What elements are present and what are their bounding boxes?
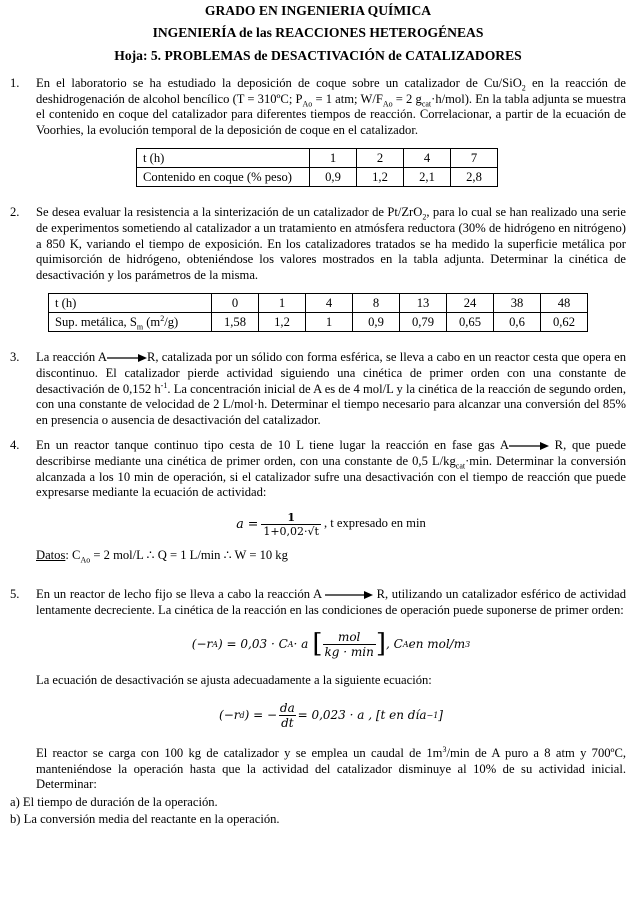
- subscript: cat: [421, 99, 432, 109]
- problem-number: 1.: [10, 76, 20, 90]
- table-cell: 8: [353, 294, 400, 313]
- table-cell: 1,2: [357, 168, 404, 187]
- table-cell: 1: [306, 313, 353, 332]
- table-cell: 0,9: [310, 168, 357, 187]
- reaction-arrow-icon: [107, 353, 147, 363]
- rate-equation: (−r A ) = 0,03 · C A · a [ mol kg · min ] , C A en mol/m 3: [191, 629, 471, 660]
- deactivation-intro: La ecuación de desactivación se ajusta adecuadamente a la siguiente ecuación:: [36, 673, 432, 688]
- subscript: cat: [455, 461, 466, 471]
- fraction-denominator: kg · min: [324, 645, 374, 660]
- data-line: [36, 548, 626, 564]
- equation-note: , t expresado en min: [323, 516, 426, 531]
- metal-surface-table: [48, 293, 588, 332]
- text-span: En el laboratorio se ha estudiado la deposición de coque sobre un catalizador de Cu/SiO: [36, 76, 522, 90]
- table-cell: 2,8: [451, 168, 498, 187]
- question-a: a) El tiempo de duración de la operación.: [10, 794, 218, 809]
- text-span: , para lo cual se han realizado una serie de experimentos sometiendo al catalizador a un tratamiento en atmósfera reductora (30% de hidrógeno en nitrógeno) a 850 K, variando el tiempo de exposición. En los catalizadores tratados se ha medido la superficie metálica por quimisorción de hidrógeno, obteniéndose los valores mostrados en la tabla adjunta. Determinar la cinética de desactivación y los parámetros de la misma.: [36, 205, 626, 282]
- left-bracket: [: [312, 629, 323, 660]
- text-span: en la reacción de deshidrogenación de alcohol bencílico (T = 310ºC; P: [36, 76, 626, 106]
- fraction-denominator: 1+0,02·√t: [263, 524, 319, 538]
- problem-text: [36, 350, 626, 428]
- problem-text: [36, 438, 626, 577]
- table-cell: 4: [306, 294, 353, 313]
- text-span: /min de A puro a 8 atm y 700ºC, manteniéndose la operación hasta que la actividad del catalizador disminuye al 10% de su actividad inicial. Determinar:: [36, 746, 627, 792]
- table-row: [137, 149, 498, 168]
- subscript: Ao: [302, 99, 313, 109]
- table-cell: 7: [451, 149, 498, 168]
- deactivation-equation: (−r d ) = − $\frac{da}{dt}$ = 0,023 · a , [t en día −1 ]: [219, 701, 443, 731]
- table-cell: 4: [404, 149, 451, 168]
- text-span: (−r: [219, 707, 240, 722]
- table-cell: 48: [541, 294, 588, 313]
- table-cell: 0: [212, 294, 259, 313]
- problem-text: [10, 587, 627, 828]
- problem-3: [10, 350, 626, 428]
- subscript: Ao: [382, 99, 393, 109]
- text-span: ) = −: [244, 707, 278, 722]
- problem-text: [36, 205, 626, 340]
- coke-content-table: [136, 148, 498, 187]
- problem-2: [10, 205, 626, 340]
- fraction: [261, 511, 321, 538]
- text-span: = 2 g: [392, 91, 422, 106]
- table-cell: 0,62: [541, 313, 588, 332]
- right-bracket: ]: [375, 629, 386, 660]
- problem-number: 4.: [10, 438, 20, 453]
- problem-1: [10, 76, 626, 195]
- table-cell: 1,58: [212, 313, 259, 332]
- row-header: t (h): [137, 149, 310, 168]
- table-cell: 13: [400, 294, 447, 313]
- table-cell: 0,9: [353, 313, 400, 332]
- row-header: t (h): [49, 294, 212, 313]
- table-row: [49, 313, 588, 332]
- table-cell: 38: [494, 294, 541, 313]
- activity-equation: [36, 511, 626, 538]
- text-span: La reacción A: [36, 350, 107, 365]
- equation-lhs: a =: [236, 516, 259, 532]
- fraction-denominator: dt: [281, 716, 294, 731]
- reaction-arrow-icon: [509, 441, 549, 451]
- page: [0, 2, 634, 906]
- problem-number: 5.: [10, 587, 20, 602]
- text-span: R, utilizando un catalizador esférico de actividad lentamente decreciente. La cinética de la reacción en las condiciones de operación puede suponerse de primer orden:: [36, 587, 626, 617]
- text-span: en mol/m: [408, 637, 466, 652]
- subscript: 2: [422, 212, 427, 222]
- superscript: 2: [160, 313, 165, 323]
- table-cell: 1: [310, 149, 357, 168]
- row-header: Contenido en coque (% peso): [137, 168, 310, 187]
- derivative-fraction: [279, 701, 296, 730]
- table-cell: 1,2: [259, 313, 306, 332]
- table-row: [49, 294, 588, 313]
- text-span: = 0,023 · a , [t en día: [297, 707, 427, 722]
- unit-fraction: [323, 630, 376, 659]
- subscript: 2: [521, 83, 526, 93]
- header-sheet-title: Hoja: 5. PROBLEMAS de DESACTIVACIÓN de CATALIZADORES: [114, 48, 522, 63]
- question-b: b) La conversión media del reactante en la operación.: [10, 812, 280, 827]
- row-header: [49, 313, 212, 332]
- table-cell: 0,6: [494, 313, 541, 332]
- table-cell: 2,1: [404, 168, 451, 187]
- data-label: Datos: [36, 547, 66, 562]
- subscript: m: [136, 322, 144, 332]
- problem-text: [36, 76, 626, 195]
- text-span: /g): [164, 314, 179, 329]
- text-span: El reactor se carga con 100 kg de catalizador y se emplea un caudal de 1m: [36, 746, 443, 761]
- problem-number: 2.: [10, 205, 20, 220]
- text-span: (−r: [191, 637, 213, 652]
- subscript: Ao: [80, 555, 91, 565]
- text-span: ]: [438, 707, 443, 722]
- text-span: ·min. Determinar la conversión alcanzada a los 10 min de operación, si el catalizador sufre una desactivación con el tiempo de reacción que puede expresarse mediante la ecuación de actividad:: [36, 453, 626, 500]
- text-span: Se desea evaluar la resistencia a la sinterización de un catalizador de Pt/ZrO: [36, 205, 423, 220]
- table-cell: 1: [259, 294, 306, 313]
- text-span: En un reactor de lecho fijo se lleva a cabo la reacción A: [36, 587, 322, 602]
- fraction-numerator: 1: [287, 510, 295, 524]
- header-course: INGENIERÍA de las REACCIONES HETEROGÉNEAS: [152, 25, 484, 40]
- table-cell: 0,65: [447, 313, 494, 332]
- superscript: 3: [442, 744, 447, 754]
- table-cell: 24: [447, 294, 494, 313]
- fraction-numerator: mol: [337, 630, 361, 645]
- header-degree: GRADO EN INGENIERIA QUÍMICA: [204, 3, 432, 18]
- table-cell: 0,79: [400, 313, 447, 332]
- superscript: -1: [160, 380, 168, 390]
- text-span: En un reactor tanque continuo tipo cesta de 10 L tiene lugar la reacción en fase gas A: [36, 438, 509, 453]
- text-span: ·h/mol). En la tabla adjunta se muestra el contenido en coque del catalizador para diferentes tiempos de reacción. Correlacionar, a partir de la ecuación de Voorhies, la evolución temporal de la deposición de coque en el catalizador.: [36, 91, 626, 137]
- reaction-arrow-icon: [325, 590, 373, 600]
- table-cell: 2: [357, 149, 404, 168]
- problem-5: [10, 587, 626, 828]
- fraction-numerator: da: [279, 701, 295, 716]
- text-span: Sup. metálica, S: [55, 314, 137, 329]
- problem-number: 3.: [10, 350, 20, 365]
- text-span: = 2 mol/L ∴ Q = 1 L/min ∴ W = 10 kg: [90, 547, 288, 562]
- table-row: [137, 168, 498, 187]
- reactor-conditions: [36, 746, 626, 793]
- text-span: (m: [143, 314, 161, 329]
- text-span: , C: [386, 637, 403, 652]
- text-span: R, catalizada por un sólido con forma esférica, se lleva a cabo en un reactor cesta que opera en discontinuo. El catalizador pierde actividad siguiendo una cinética de primer orden con una constante de desactivación de 0,152 h: [36, 350, 626, 396]
- problem-4: [10, 438, 626, 577]
- text-span: · a: [293, 637, 309, 652]
- text-span: . La concentración inicial de A es de 4 mol/L y la cinética de la reacción de segundo orden, con una constante de velocidad de 2 L/mol·h. Determinar el tiempo necesario para alcanzar una conversión del 85% en presencia o ausencia de desactivación del catalizador.: [36, 381, 626, 427]
- text-span: R, que puede describirse mediante una cinética de primer orden, con una constante de 0,5 L/kg: [36, 438, 626, 468]
- text-span: : C: [65, 547, 81, 562]
- text-span: ) = 0,03 · C: [218, 637, 288, 652]
- text-span: = 1 atm; W/F: [312, 91, 383, 106]
